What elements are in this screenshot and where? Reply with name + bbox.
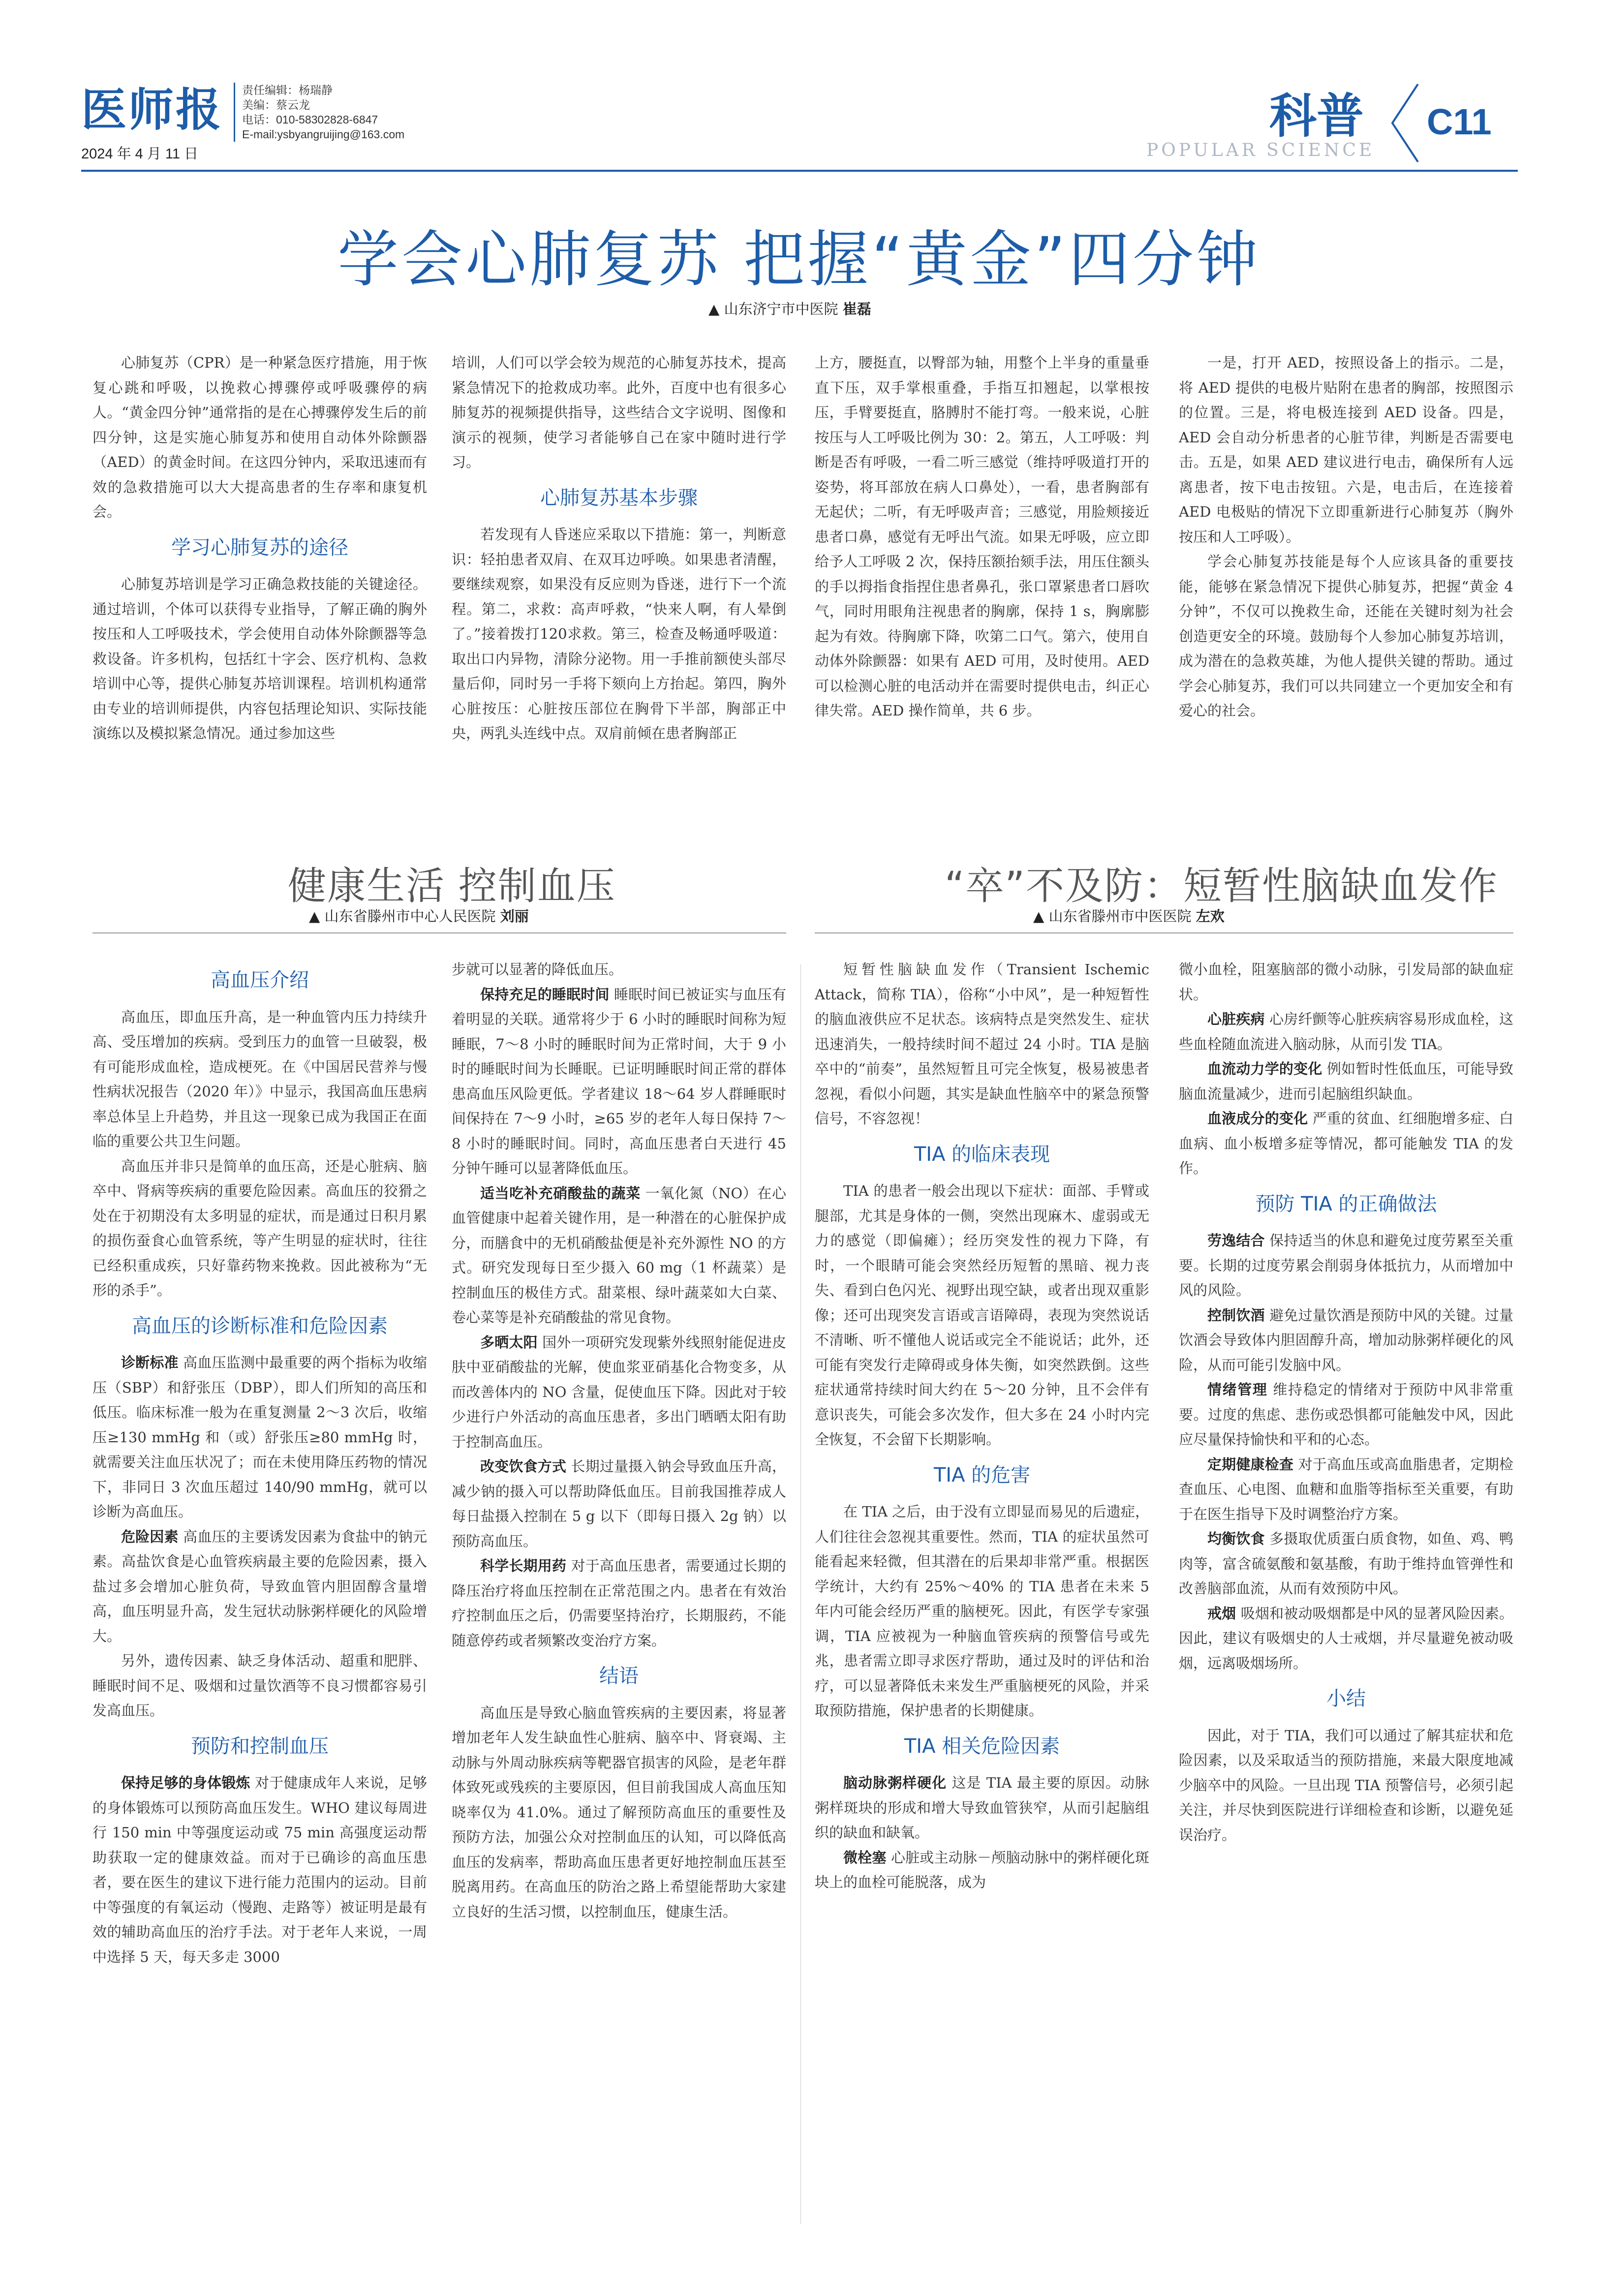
- paragraph-text: 国外一项研究发现紫外线照射能促进皮肤中亚硝酸盐的光解，使血浆亚硝基化合物变多，从而改善体内的 NO 含量，促使血压下降。因此对于较少进行户外活动的高血压患者，多出门晒晒太阳有助于控制高血压。: [452, 1334, 786, 1450]
- article3-rule: [815, 932, 1513, 933]
- paragraph: [1179, 1377, 1513, 1452]
- lead-term: 微栓塞: [843, 1849, 887, 1866]
- article3-column-2: [1179, 957, 1513, 1847]
- lead-term: 科学长期用药: [480, 1557, 567, 1574]
- paragraph: [1179, 1452, 1513, 1527]
- paragraph-text: 这是 TIA 最主要的原因。动脉粥样斑块的形成和增大导致血管狭窄，从而引起脑组织的缺血和缺氧。: [815, 1774, 1149, 1841]
- article2-column-2: [452, 957, 786, 1924]
- lead-term: 血流动力学的变化: [1207, 1060, 1322, 1077]
- section-heading: TIA 相关危险因素: [904, 1735, 1060, 1758]
- paragraph: [1179, 1007, 1513, 1056]
- paragraph: 上方，腰挺直，以臀部为轴，用整个上半身的重量垂直下压，双手掌根重叠，手指互扣翘起，以掌根按压，手臂要挺直，胳膊肘不能打弯。一般来说，心脏按压与人工呼吸比例为 30：2。第五，人工呼吸：判断是否有呼吸，一看二听三感觉（维持呼吸道打开的姿势，将耳部放在病人口鼻处），一看，患者胸部有无起伏；二听，有无呼吸声音；三感觉，用脸颊接近患者口鼻，感觉有无呼出气流。如果无呼吸，应立即给予人工呼吸 2 次，保持压额抬颏手法，用压住额头的手以拇指食指捏住患者鼻孔，张口罩紧患者口唇吹气，同时用眼角注视患者的胸廓，保持 1 s，胸廓膨起为有效。待胸廓下降，吹第二口气。第六，使用自动体外除颤器：如果有 AED 可用，及时使用。AED 可以检测心脏的电活动并在需要时提供电击，纠正心律失常。AED 操作简单，共 6 步。: [815, 354, 1149, 719]
- paragraph: [1179, 1601, 1513, 1676]
- paragraph: 步就可以显著的降低血压。: [452, 961, 623, 978]
- article1-column-4: [1179, 350, 1513, 723]
- paragraph-text: 心房纤颤等心脏疾病容易形成血栓，这些血栓随血流进入脑动脉，从而引发 TIA。: [1179, 1011, 1513, 1053]
- paragraph: 另外，遗传因素、缺乏身体活动、超重和肥胖、睡眠时间不足、吸烟和过量饮酒等不良习惯都容易引发高血压。: [92, 1652, 427, 1719]
- section-heading: 结语: [599, 1665, 639, 1687]
- paragraph: 学会心肺复苏技能是每个人应该具备的重要技能，能够在紧急情况下提供心肺复苏，把握“黄金 4 分钟”，不仅可以挽救生命，还能在关键时刻为社会创造更安全的环境。鼓励每个人参加心肺复苏培训，成为潜在的急救英雄，为他人提供关键的帮助。通过学会心肺复苏，我们可以共同建立一个更加安全和有爱心的社会。: [1179, 553, 1513, 719]
- paragraph: [1179, 1526, 1513, 1601]
- paragraph: [452, 1454, 786, 1553]
- article2-byline: [309, 905, 529, 926]
- article3-author: 左欢: [1196, 908, 1225, 925]
- paragraph: 在 TIA 之后，由于没有立即显而易见的后遗症，人们往往会忽视其重要性。然而，TIA 的症状虽然可能看起来轻微，但其潜在的后果却非常严重。根据医学统计，大约有 25%～40% 的 TIA 患者在未来 5 年内可能会经历严重的脑梗死。因此，有医学专家强调，TIA 应被视为一种脑血管疾病的预警信号或先兆，患者需立即寻求医疗帮助，通过及时的评估和治疗，可以显著降低未来发生严重脑梗死的风险，并采取预防措施，保护患者的长期健康。: [815, 1503, 1149, 1719]
- paragraph: TIA 的患者一般会出现以下症状：面部、手臂或腿部，尤其是身体的一侧，突然出现麻木、虚弱或无力的感觉（即偏瘫）；经历突发性的视力下降，有时，一个眼睛可能会突然经历短暂的黑暗、视力丧失、看到白色闪光、视野出现空缺，或者出现双重影像；还可出现突发言语或言语障碍，表现为突然说话不清晰、听不懂他人说话或完全不能说话；此外，还可能有突发行走障碍或身体失衡，如突然跌倒。这些症状通常持续时间大约在 5～20 分钟，且不会伴有意识丧失，可能会多次发作，但大多在 24 小时内完全恢复，不会留下长期影响。: [815, 1182, 1149, 1448]
- article2-rule: [92, 932, 786, 933]
- column-divider: [800, 964, 801, 2224]
- triangle-icon: ▲: [309, 908, 320, 925]
- paragraph-text: 例如暂时性低血压，可能导致脑血流量减少，进而引起脑组织缺血。: [1179, 1060, 1513, 1102]
- lead-term: 保持充足的睡眠时间: [480, 986, 610, 1003]
- lead-term: 改变饮食方式: [480, 1458, 567, 1475]
- lead-term: 危险因素: [121, 1528, 179, 1545]
- paragraph: 心肺复苏（CPR）是一种紧急医疗措施，用于恢复心跳和呼吸，以挽救心搏骤停或呼吸骤停的病人。“黄金四分钟”通常指的是在心搏骤停发生后的前四分钟，这是实施心肺复苏和使用自动体外除颤器（AED）的黄金时间。在这四分钟内，采取迅速而有效的急救措施可以大大提高患者的生存率和康复机会。: [92, 354, 427, 520]
- lead-term: 诊断标准: [121, 1354, 179, 1371]
- article1-byline: [708, 298, 871, 318]
- section-heading: 高血压介绍: [211, 969, 309, 992]
- paragraph-text: 睡眠时间已被证实与血压有着明显的关联。通常将少于 6 小时的睡眠时间称为短睡眠，7～8 小时的睡眠时间为正常时间，大于 9 小时的睡眠时间为长睡眠。已证明睡眠时间正常的群体患高血压风险更低。学者建议 18～64 岁人群睡眠时间保持在 7～9 小时，≥65 岁的老年人每日保持 7～8 小时的睡眠时间。同时，高血压患者白天进行 45 分钟午睡可以显著降低血压。: [452, 986, 786, 1177]
- article1-title: 学会心肺复苏 把握“黄金”四分钟: [338, 224, 1260, 295]
- paragraph-text: 保持适当的休息和避免过度劳累至关重要。长期的过度劳累会削弱身体抵抗力，从而增加中风的风险。: [1179, 1232, 1513, 1299]
- lead-term: 劳逸结合: [1207, 1232, 1265, 1249]
- editor-email: E-mail:ysbyangruijing@163.com: [242, 128, 405, 141]
- paragraph: 因此，对于 TIA，我们可以通过了解其症状和危险因素，以及采取适当的预防措施，来最大限度地减少脑卒中的风险。一旦出现 TIA 预警信号，必须引起关注，并尽快到医院进行详细检查和诊断，以避免延误治疗。: [1179, 1727, 1513, 1843]
- paragraph-text: 维持稳定的情绪对于预防中风非常重要。过度的焦虑、悲伤或恐惧都可能触发中风，因此应尽量保持愉快和平和的心态。: [1179, 1381, 1513, 1448]
- paragraph-text: 严重的贫血、红细胞增多症、白血病、血小板增多症等情况，都可能触发 TIA 的发作。: [1179, 1110, 1513, 1177]
- paragraph-text: 多摄取优质蛋白质食物，如鱼、鸡、鸭肉等，富含硫氨酸和氨基酸，有助于维持血管弹性和改善脑部血流，从而有效预防中风。: [1179, 1530, 1513, 1597]
- article3-institution: 山东省滕州市中医医院: [1048, 908, 1192, 925]
- issue-date: 2024 年 4 月 11 日: [81, 146, 199, 162]
- lead-term: 保持足够的身体锻炼: [121, 1774, 250, 1791]
- paragraph: [92, 1524, 427, 1649]
- article3-column-1: [815, 957, 1149, 1895]
- lead-term: 戒烟: [1207, 1605, 1236, 1622]
- triangle-icon: ▲: [1033, 908, 1045, 925]
- lead-term: 血液成分的变化: [1207, 1110, 1308, 1127]
- triangle-icon: ▲: [708, 301, 720, 317]
- paragraph: 高血压，即血压升高，是一种血管内压力持续升高、受压增加的疾病。受到压力的血管一旦破裂，极有可能形成血栓，造成梗死。在《中国居民营养与慢性病状况报告（2020 年）》中显示，我国高血压患病率总体呈上升趋势，并且这一现象已成为我国正在面临的重要公共卫生问题。: [92, 1008, 427, 1149]
- section-name: 科普: [1269, 89, 1364, 144]
- paragraph: [1179, 1303, 1513, 1378]
- paragraph: 培训，人们可以学会较为规范的心肺复苏技术，提高紧急情况下的抢救成功率。此外，百度中也有很多心肺复苏的视频提供指导，这些结合文字说明、图像和演示的视频，使学习者能够自己在家中随时进行学习。: [452, 354, 786, 470]
- paragraph: 微小血栓，阻塞脑部的微小动脉，引发局部的缺血症状。: [1179, 961, 1513, 1003]
- designer-name: 美编：蔡云龙: [242, 98, 310, 111]
- paragraph: [452, 1330, 786, 1455]
- paragraph-text: 高血压监测中最重要的两个指标为收缩压（SBP）和舒张压（DBP），即人们所知的高压和低压。临床标准一般为在重复测量 2～3 次后，收缩压≥130 mmHg 和（或）舒张压≥80 mmHg 时，就需要关注血压状况了；而在未使用降压药物的情况下，非同日 3 次血压超过 140/90 mmHg，就可以诊断为高血压。: [92, 1354, 427, 1520]
- paragraph: [815, 1770, 1149, 1845]
- article1-institution: 山东济宁市中医院: [724, 301, 838, 317]
- section-heading: 预防 TIA 的正确做法: [1255, 1192, 1437, 1215]
- section-name-en: POPULAR SCIENCE: [1146, 140, 1375, 160]
- paragraph-text: 心脏或主动脉－颅脑动脉中的粥样硬化斑块上的血栓可能脱落，成为: [815, 1849, 1149, 1891]
- lead-term: 适当吃补充硝酸盐的蔬菜: [480, 1184, 641, 1202]
- paragraph: [815, 1845, 1149, 1895]
- article1-column-2: [452, 350, 786, 746]
- editor-info: [234, 83, 404, 142]
- article3-byline: [1033, 905, 1225, 926]
- lead-term: 脑动脉粥样硬化: [843, 1774, 947, 1791]
- section-heading: TIA 的临床表现: [914, 1143, 1050, 1166]
- paragraph: 短暂性脑缺血发作（Transient Ischemic Attack，简称 TIA），俗称“小中风”，是一种短暂性的脑血液供应不足状态。该病特点是突然发生、症状迅速消失，一般持续时间不超过 24 小时。TIA 是脑卒中的“前奏”，虽然短暂且可完全恢复，极易被患者忽视，看似小问题，其实是缺血性脑卒中的紧急预警信号，不容忽视！: [815, 961, 1149, 1127]
- article2-author: 刘丽: [500, 908, 529, 925]
- paragraph-text: 长期过量摄入钠会导致血压升高，减少钠的摄入可以帮助降低血压。目前我国推荐成人每日盐摄入控制在 5 g 以下（即每日摄入 2g 钠）以预防高血压。: [452, 1458, 786, 1550]
- section-heading: 心肺复苏基本步骤: [540, 486, 698, 509]
- lead-term: 情绪管理: [1207, 1381, 1268, 1398]
- paragraph-text: 对于健康成年人来说，足够的身体锻炼可以预防高血压发生。WHO 建议每周进行 150 min 中等强度运动或 75 min 高强度运动帮助获取一定的健康效益。而对于已确诊的高血压患者，要在医生的建议下进行能力范围内的运动。目前中等强度的有氧运动（慢跑、走路等）被证明是最有效的辅助高血压的治疗手法。对于老年人来说，一周中选择 5 天，每天多走 3000: [92, 1774, 427, 1965]
- paragraph-text: 避免过量饮酒是预防中风的关键。过量饮酒会导致体内胆固醇升高，增加动脉粥样硬化的风险，从而可能引发脑中风。: [1179, 1306, 1513, 1373]
- paragraph: [92, 1770, 427, 1969]
- paragraph: [1179, 1106, 1513, 1181]
- article3-title: “卒”不及防：短暂性脑缺血发作: [945, 864, 1498, 908]
- section-heading: 预防和控制血压: [191, 1735, 329, 1758]
- editor-phone: 电话：010-58302828-6847: [242, 113, 378, 126]
- paragraph-text: 对于高血压或高血脂患者，定期检查血压、心电图、血糖和血脂等指标至关重要，有助于在医生指导下及时调整治疗方案。: [1179, 1456, 1513, 1522]
- article2-column-1: [92, 957, 427, 1969]
- article1-column-3: [815, 350, 1149, 723]
- paragraph-text: 吸烟和被动吸烟都是中风的显著风险因素。因此，建议有吸烟史的人士戒烟，并尽量避免被动吸烟，远离吸烟场所。: [1179, 1605, 1513, 1672]
- page-number: C11: [1427, 101, 1492, 142]
- lead-term: 均衡饮食: [1207, 1530, 1265, 1547]
- paragraph: 高血压并非只是简单的血压高，还是心脏病、脑卒中、肾病等疾病的重要危险因素。高血压的狡猾之处在于初期没有太多明显的症状，而是通过日积月累的损伤蚕食心血管系统，等产生明显的症状时，往往已经积重成疾，只好靠药物来挽救。因此被称为“无形的杀手”。: [92, 1157, 427, 1299]
- paragraph: 高血压是导致心脑血管疾病的主要因素，将显著增加老年人发生缺血性心脏病、脑卒中、肾衰竭、主动脉与外周动脉疾病等靶器官损害的风险，是老年群体致死或残疾的主要原因，但目前我国成人高血压知晓率仅为 41.0%。通过了解预防高血压的重要性及预防方法，加强公众对控制血压的认知，可以降低高血压的发病率，帮助高血压患者更好地控制血压甚至脱离用药。在高血压的防治之路上希望能帮助大家建立良好的生活习惯，以控制血压，健康生活。: [452, 1704, 786, 1920]
- section-heading: 小结: [1326, 1687, 1366, 1710]
- lead-term: 多晒太阳: [480, 1334, 538, 1351]
- masthead-rule: [81, 170, 1518, 172]
- section-heading: TIA 的危害: [933, 1463, 1031, 1487]
- chevron-left-icon: [1387, 81, 1422, 165]
- paragraph: [1179, 1056, 1513, 1106]
- paragraph-text: 高血压的主要诱发因素为食盐中的钠元素。高盐饮食是心血管疾病最主要的危险因素，摄入盐过多会增加心脏负荷，导致血管内胆固醇含量增高，血压明显升高，发生冠状动脉粥样硬化的风险增大。: [92, 1528, 427, 1644]
- paragraph: [1179, 1228, 1513, 1303]
- paragraph-text: 一氧化氮（NO）在心血管健康中起着关键作用，是一种潜在的心脏保护成分，而膳食中的无机硝酸盐便是补充外源性 NO 的方式。研究发现每日至少摄入 60 mg（1 杯蔬菜）是控制血压的极佳方式。甜菜根、绿叶蔬菜如大白菜、卷心菜等是补充硝酸盐的常见食物。: [452, 1184, 786, 1326]
- lead-term: 定期健康检查: [1207, 1456, 1294, 1473]
- paragraph: [452, 982, 786, 1181]
- paragraph: 若发现有人昏迷应采取以下措施：第一，判断意识：轻拍患者双肩、在双耳边呼唤。如果患者清醒，要继续观察，如果没有反应则为昏迷，进行下一个流程。第二，求救：高声呼救，“快来人啊，有人晕倒了。”接着拨打120求救。第三，检查及畅通呼吸道：取出口内异物，清除分泌物。用一手推前额使头部尽量后仰，同时另一手将下颏向上方抬起。第四，胸外心脏按压：心脏按压部位在胸骨下半部，胸部正中央，两乳头连线中点。双肩前倾在患者胸部正: [452, 526, 786, 742]
- editor-name: 责任编辑：杨瑞静: [242, 84, 333, 96]
- paragraph: 心肺复苏培训是学习正确急救技能的关键途径。通过培训，个体可以获得专业指导，了解正确的胸外按压和人工呼吸技术，学会使用自动体外除颤器等急救设备。许多机构，包括红十字会、医疗机构、急救培训中心等，提供心肺复苏培训课程。培训机构通常由专业的培训师提供，内容包括理论知识、实际技能演练以及模拟紧急情况。通过参加这些: [92, 576, 427, 742]
- section-heading: 学习心肺复苏的途径: [171, 536, 348, 559]
- article1-author: 崔磊: [842, 301, 871, 317]
- lead-term: 控制饮酒: [1207, 1306, 1265, 1324]
- article2-institution: 山东省滕州市中心人民医院: [324, 908, 496, 925]
- paragraph: 一是，打开 AED，按照设备上的指示。二是，将 AED 提供的电极片贴附在患者的胸部，按照图示的位置。三是，将电极连接到 AED 设备。四是，AED 会自动分析患者的心脏节律，判断是否需要电击。五是，如果 AED 建议进行电击，确保所有人远离患者，按下电击按钮。六是，电击后，在连接着 AED 电极贴的情况下立即重新进行心肺复苏（胸外按压和人工呼吸）。: [1179, 354, 1513, 545]
- section-heading: 高血压的诊断标准和危险因素: [132, 1314, 388, 1337]
- paragraph: [452, 1181, 786, 1330]
- lead-term: 心脏疾病: [1207, 1011, 1265, 1027]
- paragraph: [92, 1350, 427, 1524]
- article1-column-1: [92, 350, 427, 746]
- paragraph: [452, 1553, 786, 1653]
- newspaper-logo: 医师报: [81, 84, 223, 136]
- article2-title: 健康生活 控制血压: [288, 864, 616, 908]
- paragraph-text: 对于高血压患者，需要通过长期的降压治疗将血压控制在正常范围之内。患者在有效治疗控制血压之后，仍需要坚持治疗，长期服药，不能随意停药或者频繁改变治疗方案。: [452, 1557, 786, 1649]
